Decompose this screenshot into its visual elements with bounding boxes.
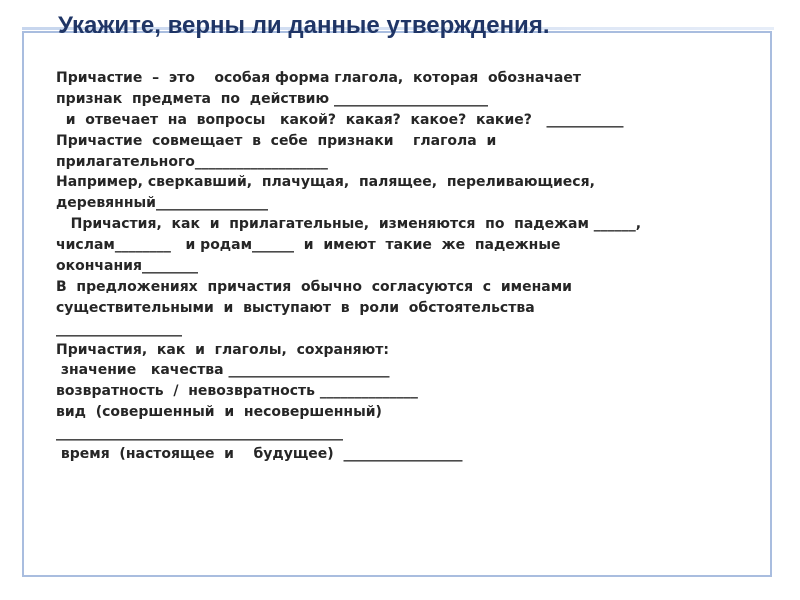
statement-line: возвратность / невозвратность ______________ xyxy=(56,383,418,400)
statement-line: вид (совершенный и несовершенный) xyxy=(56,404,382,421)
statement-line: признак предмета по действию ______________________ xyxy=(56,90,488,107)
statement-line: существительными и выступают в роли обстоятельства xyxy=(56,299,535,316)
statement-line: Причастие совмещает в себе признаки глагола и xyxy=(56,132,497,149)
statement-line: __________________ xyxy=(56,320,182,337)
statement-line: время (настоящее и будущее) _________________ xyxy=(56,446,463,463)
statements-list xyxy=(56,68,756,465)
slide-title: Укажите, верны ли данные утверждения. xyxy=(58,12,550,39)
statement-line: Причастие – это особая форма глагола, которая обозначает xyxy=(56,70,581,86)
statement-line: числам________ и родам______ и имеют такие же падежные xyxy=(56,237,561,254)
statement-line: деревянный________________ xyxy=(56,195,268,212)
statement-line: _________________________________________ xyxy=(56,425,343,442)
statement-line: В предложениях причастия обычно согласуются с именами xyxy=(56,278,572,295)
statement-line: Причастия, как и прилагательные, изменяются по падежам ______, xyxy=(56,216,642,233)
statement-line: прилагательного___________________ xyxy=(56,153,328,170)
statement-line: и отвечает на вопросы какой? какая? какое? какие? ___________ xyxy=(56,111,624,128)
statement-line: значение качества _______________________ xyxy=(56,362,390,379)
statement-line: окончания________ xyxy=(56,258,198,275)
statement-line: Например, сверкавший, плачущая, палящее, переливающиеся, xyxy=(56,174,595,191)
statement-line: Причастия, как и глаголы, сохраняют: xyxy=(56,341,389,358)
